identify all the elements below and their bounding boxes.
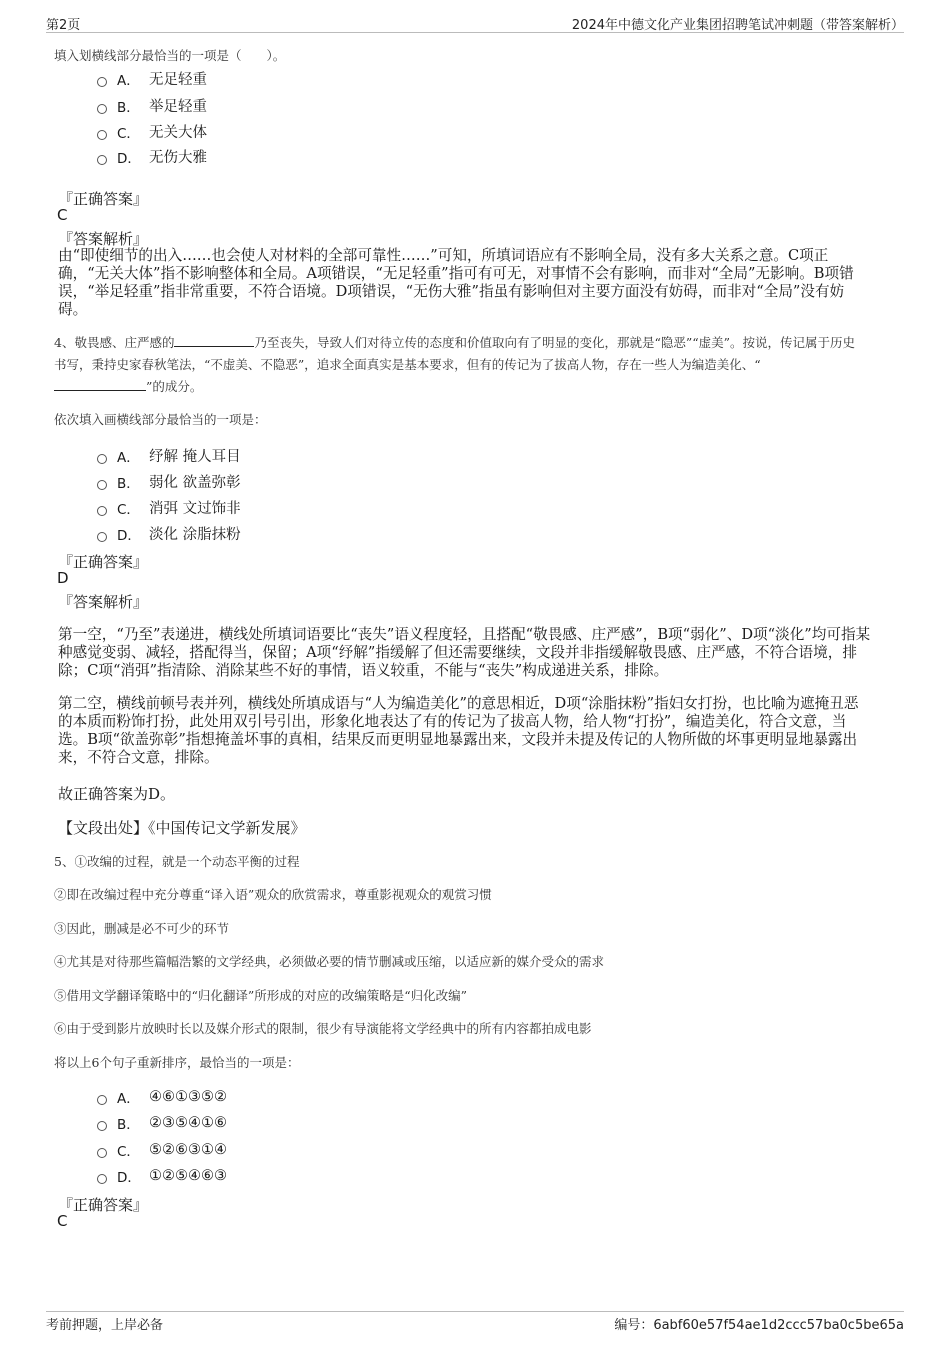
q5-option-a[interactable] bbox=[97, 1087, 227, 1107]
radio-icon[interactable] bbox=[97, 130, 107, 140]
q5-sentence-4: ④尤其是对待那些篇幅浩繁的文学经典，必须做必要的情节删减或压缩，以适应新的媒介受众的需求 bbox=[54, 954, 605, 969]
analysis-line: 第一空，“乃至”表递进，横线处所填词语要比“丧失”语义程度轻，且搭配“敬畏感、庄严感”，B项“弱化”、D项“淡化”均可指某 bbox=[58, 626, 871, 643]
radio-icon[interactable] bbox=[97, 506, 107, 516]
q5-option-d[interactable] bbox=[97, 1166, 227, 1186]
radio-icon[interactable] bbox=[97, 1148, 107, 1158]
q4-stem-line-1: 4、敬畏感、庄严感的 乃至丧失，导致人们对待立传的态度和价值取向有了明显的变化，那就是“隐恶”“虚美”。按说，传记属于历史 bbox=[54, 335, 856, 350]
q4-answer-label: 『正确答案』 bbox=[58, 553, 149, 571]
option-letter: A． bbox=[117, 449, 140, 466]
option-letter: C． bbox=[117, 1144, 140, 1160]
analysis-line: 选。B项“欲盖弥彰”指想掩盖坏事的真相，结果反而更明显地暴露出来，文段并未提及传记的人物所做的坏事更明显地暴露出 bbox=[58, 731, 858, 748]
option-letter: B． bbox=[117, 475, 140, 492]
footer-slogan: 考前押题，上岸必备 bbox=[46, 1318, 164, 1333]
q5-sentence-3: ③因此，删减是必不可少的环节 bbox=[54, 921, 230, 936]
q4-prompt: 依次填入画横线部分最恰当的一项是： bbox=[54, 412, 267, 427]
q5-answer-label: 『正确答案』 bbox=[58, 1196, 149, 1214]
page-number: 第2页 bbox=[46, 18, 81, 33]
option-letter: B． bbox=[117, 1117, 140, 1133]
option-text: 弱化 欲盖弥彰 bbox=[149, 475, 241, 491]
option-letter: B． bbox=[117, 99, 140, 116]
q4-option-c[interactable] bbox=[97, 497, 241, 518]
q4-source: 【文段出处】《中国传记文学新发展》 bbox=[58, 819, 306, 837]
fill-blank-1 bbox=[174, 334, 254, 347]
option-text: 淡化 涂脂抹粉 bbox=[149, 527, 241, 543]
option-text: 纾解 掩人耳目 bbox=[149, 449, 241, 465]
analysis-line: 第二空，横线前顿号表并列，横线处所填成语与“人为编造美化”的意思相近，D项“涂脂抹粉”指妇女打扮，也比喻为遮掩丑恶 bbox=[58, 695, 859, 712]
q5-sentence-6: ⑥由于受到影片放映时长以及媒介形式的限制，很少有导演能将文学经典中的所有内容都拍成电影 bbox=[54, 1021, 592, 1036]
q4-answer: D bbox=[57, 569, 69, 587]
radio-icon[interactable] bbox=[97, 454, 107, 464]
fill-blank-2 bbox=[54, 378, 146, 391]
analysis-line: 由“即使细节的出入……也会使人对材料的全部可靠性……”可知，所填词语应有不影响全局，没有多大关系之意。C项正 bbox=[58, 247, 829, 264]
radio-icon[interactable] bbox=[97, 77, 107, 87]
footer-document-id: 编号：6abf60e57f54ae1d2ccc57ba0c5be65a bbox=[614, 1318, 904, 1333]
q3-answer: C bbox=[57, 206, 68, 224]
option-text: 无足轻重 bbox=[149, 72, 207, 88]
q4-stem-line-3: ”的成分。 bbox=[54, 376, 894, 398]
radio-icon[interactable] bbox=[97, 480, 107, 490]
q3-option-d[interactable] bbox=[97, 146, 207, 167]
option-letter: D． bbox=[117, 150, 141, 167]
analysis-line: 碍。 bbox=[58, 301, 88, 318]
q5-sentence-5: ⑤借用文学翻译策略中的“归化翻译”所形成的对应的改编策略是“归化改编” bbox=[54, 988, 468, 1003]
option-text: ①②⑤④⑥③ bbox=[149, 1168, 227, 1184]
q4-analysis-paragraph-1 bbox=[58, 626, 894, 680]
radio-icon[interactable] bbox=[97, 1174, 107, 1184]
option-text: ④⑥①③⑤② bbox=[149, 1089, 227, 1105]
option-letter: C． bbox=[117, 125, 140, 142]
analysis-line: 来，不符合文意，排除。 bbox=[58, 749, 219, 766]
q5-prompt: 将以上6个句子重新排序，最恰当的一项是： bbox=[54, 1055, 300, 1070]
q4-stem bbox=[54, 332, 894, 398]
q5-sentence-1: 5、①改编的过程，就是一个动态平衡的过程 bbox=[54, 854, 300, 869]
q4-stem-line-2: 书写，秉持史家春秋笔法，“不虚美、不隐恶”，追求全面真实是基本要求，但有的传记为了拔高人物，存在一些人为编造美化、“ bbox=[54, 357, 761, 372]
q5-option-b[interactable] bbox=[97, 1113, 227, 1133]
option-letter: C． bbox=[117, 501, 140, 518]
analysis-line: 除；C项“消弭”指清除、消除某些不好的事情，语义较重，不能与“丧失”构成递进关系，排除。 bbox=[58, 662, 669, 679]
radio-icon[interactable] bbox=[97, 532, 107, 542]
q4-conclusion: 故正确答案为D。 bbox=[58, 785, 176, 803]
analysis-line: 种感觉变弱、减轻，搭配得当，保留；A项“纾解”指缓解了但还需要继续，文段并非指缓解敬畏感、庄严感，不符合语境，排 bbox=[58, 644, 857, 661]
q5-option-c[interactable] bbox=[97, 1140, 227, 1160]
option-letter: A． bbox=[117, 72, 140, 89]
q5-answer: C bbox=[57, 1212, 68, 1230]
option-text: 无伤大雅 bbox=[149, 150, 207, 166]
option-letter: D． bbox=[117, 1170, 141, 1186]
radio-icon[interactable] bbox=[97, 1095, 107, 1105]
radio-icon[interactable] bbox=[97, 104, 107, 114]
q3-prompt: 填入划横线部分最恰当的一项是（ ）。 bbox=[54, 48, 286, 63]
analysis-line: 的本质而粉饰打扮，此处用双引号引出，形象化地表达了有的传记为了拔高人物，给人物“打扮”，编造美化，符合文意，当 bbox=[58, 713, 847, 730]
radio-icon[interactable] bbox=[97, 155, 107, 165]
q4-option-d[interactable] bbox=[97, 523, 241, 544]
q4-option-b[interactable] bbox=[97, 471, 241, 492]
option-letter: D． bbox=[117, 527, 141, 544]
analysis-line: 误，“举足轻重”指非常重要，不符合语境。D项错误，“无伤大雅”指虽有影响但对主要方面没有妨碍，而非对“全局”没有妨 bbox=[58, 283, 845, 300]
option-text: ②③⑤④①⑥ bbox=[149, 1115, 227, 1131]
q3-option-b[interactable] bbox=[97, 95, 207, 116]
q3-analysis-label: 『答案解析』 bbox=[58, 230, 149, 248]
option-text: 无关大体 bbox=[149, 125, 207, 141]
q4-option-a[interactable] bbox=[97, 445, 241, 466]
option-text: 举足轻重 bbox=[149, 99, 207, 115]
radio-icon[interactable] bbox=[97, 1121, 107, 1131]
q3-option-a[interactable] bbox=[97, 68, 207, 89]
q3-analysis bbox=[58, 247, 894, 319]
option-text: ⑤②⑥③①④ bbox=[149, 1142, 227, 1158]
header-divider bbox=[46, 32, 904, 33]
q4-analysis-paragraph-2 bbox=[58, 695, 894, 767]
analysis-line: 确，“无关大体”指不影响整体和全局。A项错误，“无足轻重”指可有可无，对事情不会有影响，而非对“全局”无影响。B项错 bbox=[58, 265, 854, 282]
option-letter: A． bbox=[117, 1091, 140, 1107]
q4-analysis-label: 『答案解析』 bbox=[58, 593, 149, 611]
option-text: 消弭 文过饰非 bbox=[149, 501, 241, 517]
q3-answer-label: 『正确答案』 bbox=[58, 190, 149, 208]
q3-option-c[interactable] bbox=[97, 121, 207, 142]
q5-sentence-2: ②即在改编过程中充分尊重“译入语”观众的欣赏需求，尊重影视观众的观赏习惯 bbox=[54, 887, 492, 902]
document-title: 2024年中德文化产业集团招聘笔试冲刺题（带答案解析） bbox=[571, 18, 904, 33]
footer-divider bbox=[46, 1311, 904, 1312]
